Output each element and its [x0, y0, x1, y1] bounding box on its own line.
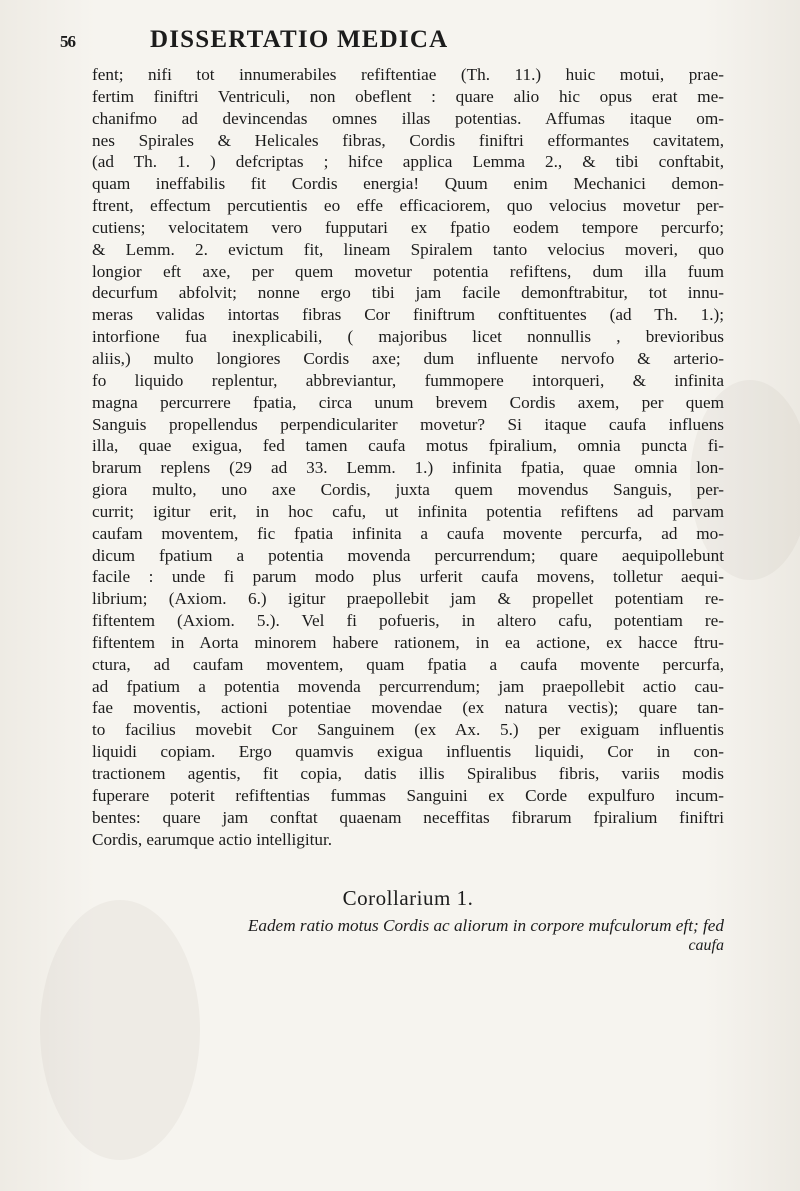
text-line: fent; nifi tot innumerabiles refiftentiae (Th. 11.) huic motui, prae-: [92, 65, 724, 84]
text-line: ctura, ad caufam moventem, quam fpatia a caufa movente percurfa,: [92, 654, 724, 674]
text-line: decurfum abfolvit; nonne ergo tibi jam facile demonftrabitur, tot innu-: [92, 283, 724, 303]
text-line: Cordis, earumque actio intelligitur.: [92, 829, 333, 849]
text-line: fiftentem in Aorta minorem habere rationem, in ea actione, ex hacce ftru-: [92, 632, 724, 652]
text-line: to facilius movebit Cor Sanguinem (ex Ax. 5.) per exiguam influentis: [92, 720, 724, 740]
text-line: fuperare poterit refiftentias fummas Sanguini ex Corde expulfuro incum-: [92, 785, 724, 805]
text-line: & Lemm. 2. evictum fit, lineam Spiralem tanto velocius moveri, quo: [92, 239, 724, 259]
main-text-block: [92, 64, 724, 850]
text-line: Sanguis propellendus perpendiculariter movetur? Si itaque caufa influens: [92, 414, 724, 434]
text-line: ftrent, effectum percutientis eo effe efficaciorem, quo velocius movetur per-: [92, 196, 724, 216]
text-line: quam ineffabilis fit Cordis energia! Quum enim Mechanici demon-: [92, 174, 724, 194]
text-line: meras validas intortas fibras Cor finiftrum conftituentes (ad Th. 1.);: [92, 305, 724, 325]
text-line: brarum replens (29 ad 33. Lemm. 1.) infinita fpatia, quae omnia lon-: [92, 458, 724, 478]
text-line: caufam moventem, fic fpatia infinita a caufa movente percurfa, ad mo-: [92, 523, 724, 543]
text-line: cutiens; velocitatem vero fupputari ex fpatio eodem tempore percurfo;: [92, 217, 724, 237]
text-line: longior eft axe, per quem movetur potentia refiftens, dum illa fuum: [92, 261, 724, 281]
text-line: facile : unde fi parum modo plus urferit caufa movens, tolletur aequi-: [92, 567, 724, 587]
text-line: intorfione fua inexplicabili, ( majoribus licet nonnullis , brevioribus: [92, 327, 724, 347]
text-line: (ad Th. 1. ) defcriptas ; hifce applica Lemma 2., & tibi conftabit,: [92, 152, 724, 172]
page-header: [60, 14, 760, 64]
text-line: fiftentem (Axiom. 5.). Vel fi pofueris, in altero cafu, potentiam re-: [92, 611, 724, 631]
text-line: tractionem agentis, fit copia, datis illis Spiralibus fibris, variis modis: [92, 764, 724, 783]
corollary-first-line: Eadem ratio motus Cordis ac aliorum in corpore mufculorum eft; fed: [247, 916, 724, 935]
text-line: giora multo, uno axe Cordis, juxta quem movendus Sanguis, per-: [92, 480, 724, 500]
paper-stain: [40, 900, 200, 1160]
text-line: ad fpatium a potentia movenda percurrendum; jam praepollebit actio cau-: [92, 676, 724, 696]
text-line: aliis,) multo longiores Cordis axe; dum influente nervofo & arterio-: [92, 348, 724, 368]
text-line: librium; (Axiom. 6.) igitur praepollebit jam & propellet potentiam re-: [92, 589, 724, 609]
text-line: chanifmo ad devincendas omnes illas potentias. Affumas itaque om-: [92, 108, 724, 128]
text-line: dicum fpatium a potentia movenda percurrendum; quare aequipollebunt: [92, 545, 724, 565]
text-line: fertim finiftri Ventriculi, non obeflent : quare alio hic opus erat me-: [92, 86, 724, 106]
text-line: nes Spirales & Helicales fibras, Cordis finiftri efformantes cavitatem,: [92, 130, 724, 150]
text-line: bentes: quare jam conftat quaenam neceffitas fibrarum fpiralium finiftri: [92, 807, 724, 827]
text-line: fo liquido replentur, abbreviantur, fummopere intorqueri, & infinita: [92, 370, 724, 390]
corollary-heading: Corollarium 1.: [342, 886, 474, 910]
text-line: fae moventis, actioni potentiae movendae (ex natura vectis); quare tan-: [92, 698, 724, 718]
running-title: DISSERTATIO MEDICA: [150, 26, 449, 53]
text-line: currit; igitur erit, in hoc cafu, ut infinita potentia refiftens ad parvam: [92, 501, 724, 521]
catchword: caufa: [688, 937, 724, 954]
text-line: liquidi copiam. Ergo quamvis exigua influentis liquidi, Cor in con-: [92, 742, 724, 762]
text-line: magna percurrere fpatia, circa unum brevem Cordis axem, per quem: [92, 392, 724, 412]
text-line: illa, quae exigua, fed tamen caufa motus fpiralium, omnia puncta fi-: [92, 436, 724, 456]
page-number: 56: [60, 32, 75, 51]
